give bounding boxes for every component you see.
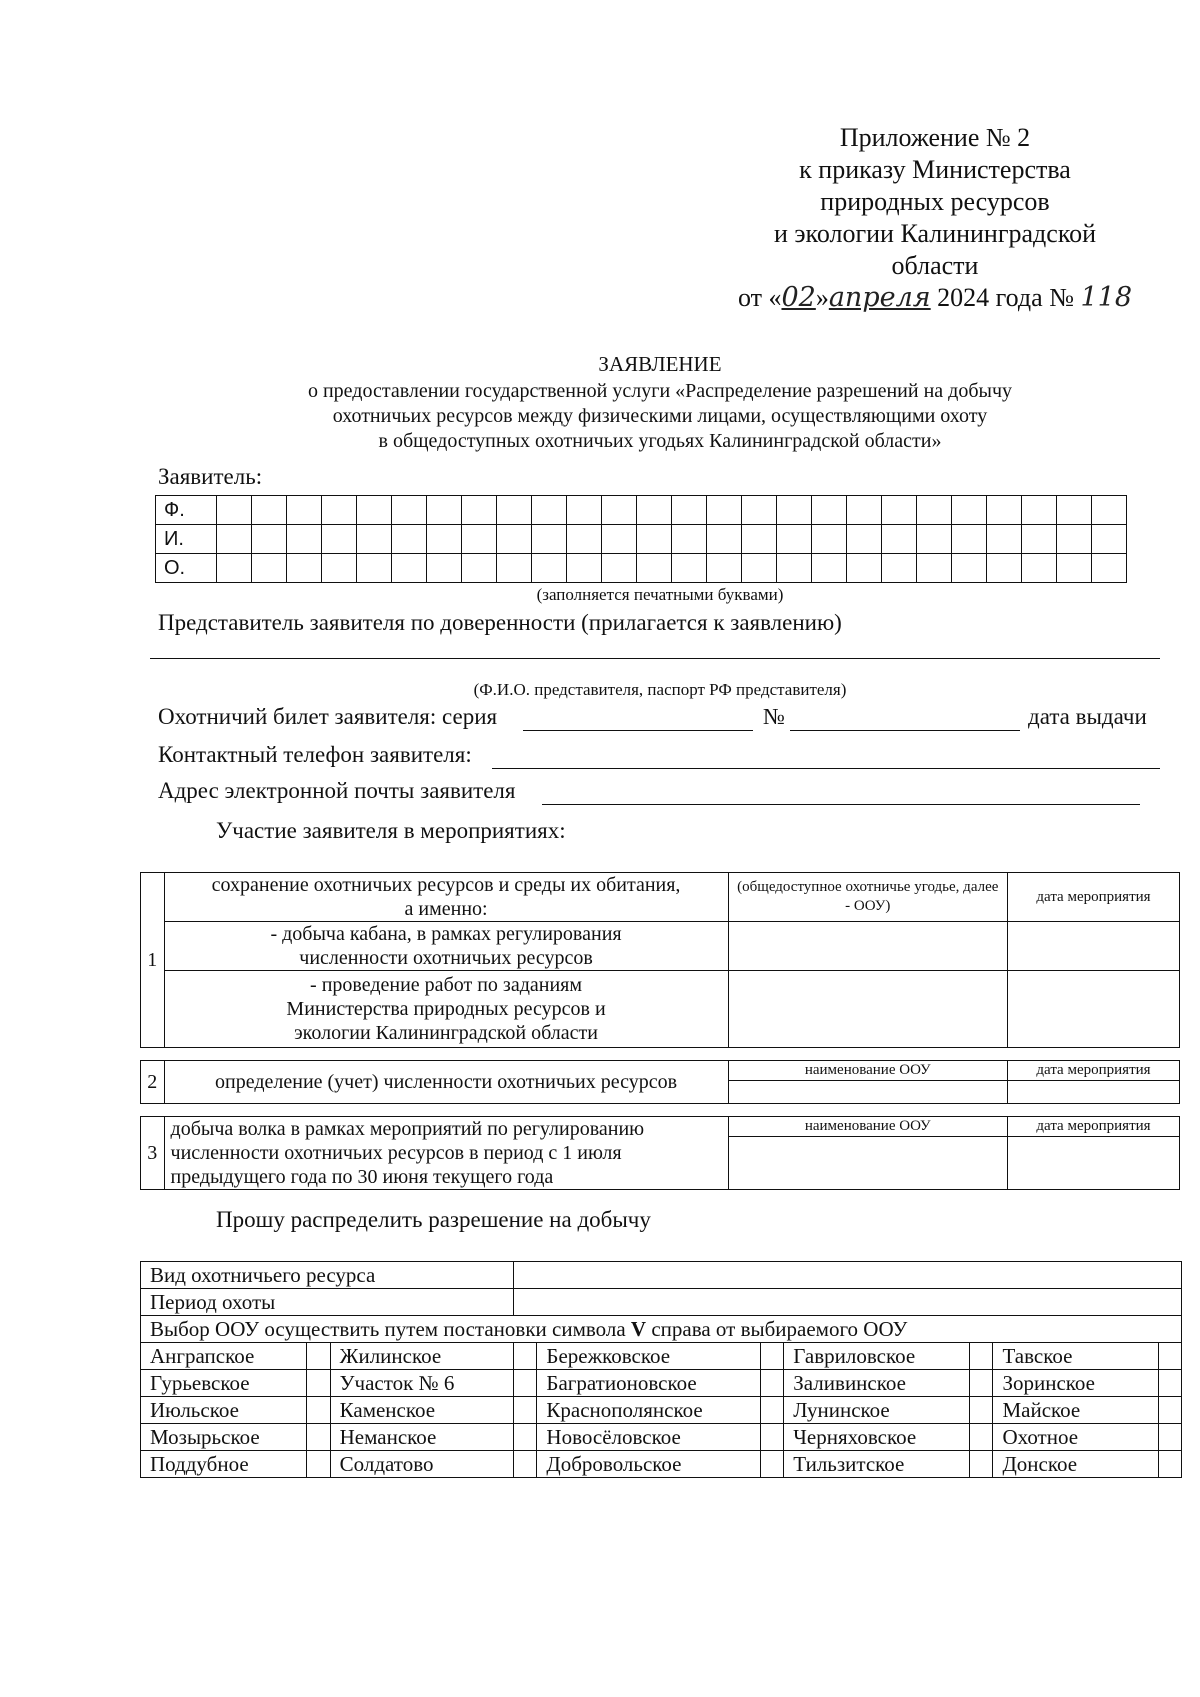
- event-3-text-b: численности охотничьих ресурсов в период с 1 июля: [170, 1142, 622, 1164]
- ground-checkbox-cell[interactable]: [760, 1370, 783, 1397]
- event-3-date-header: дата мероприятия: [1008, 1117, 1180, 1137]
- request-table: [140, 1261, 1182, 1478]
- letter-cell[interactable]: [287, 496, 322, 525]
- email-label: Адрес электронной почты заявителя: [158, 778, 516, 803]
- letter-cell[interactable]: [672, 496, 707, 525]
- ground-checkbox-cell[interactable]: [970, 1370, 993, 1397]
- letter-cell[interactable]: [427, 525, 462, 554]
- ticket-series-field[interactable]: [523, 730, 753, 731]
- ground-name: Неманское: [330, 1424, 513, 1451]
- ground-checkbox-cell[interactable]: [514, 1424, 537, 1451]
- appendix-line: к приказу Министерства: [799, 155, 1071, 184]
- letter-cell[interactable]: [497, 496, 532, 525]
- letter-cell[interactable]: [812, 525, 847, 554]
- letter-cell[interactable]: [742, 496, 777, 525]
- letter-cell[interactable]: [602, 525, 637, 554]
- ground-name: Анграпское: [141, 1343, 307, 1370]
- title-line: охотничьих ресурсов между физическими лицами, осуществляющими охоту: [332, 405, 988, 427]
- ground-name: Солдатово: [330, 1451, 513, 1478]
- event-3-date-cell[interactable]: [1008, 1137, 1180, 1190]
- ground-name: Мозырьское: [141, 1424, 307, 1451]
- letter-cell[interactable]: [497, 525, 532, 554]
- letter-cell[interactable]: [567, 496, 602, 525]
- ground-name: Тавское: [993, 1343, 1158, 1370]
- event-number: 3: [141, 1117, 165, 1190]
- event-1-item-tasks-c: экологии Калининградской области: [294, 1022, 598, 1044]
- letter-cell[interactable]: [357, 554, 392, 583]
- letter-cell[interactable]: [602, 554, 637, 583]
- ground-name: Участок № 6: [330, 1370, 513, 1397]
- event-1-item-tasks: [164, 971, 728, 1048]
- event-1-item-boar-b: численности охотничьих ресурсов: [299, 947, 593, 969]
- date-mid: »: [815, 283, 829, 312]
- representative-hint: (Ф.И.О. представителя, паспорт РФ представителя): [473, 680, 847, 699]
- ticket-number-label: №: [763, 704, 785, 729]
- ground-row: [141, 1451, 1182, 1478]
- letter-cell[interactable]: [637, 525, 672, 554]
- choice-instruction-a: Выбор ООУ осуществить путем постановки символа: [150, 1316, 631, 1341]
- letter-cell[interactable]: [462, 496, 497, 525]
- event-3-ground-header: наименование ООУ: [728, 1117, 1007, 1137]
- letter-cell[interactable]: [1092, 525, 1127, 554]
- letter-cell[interactable]: [427, 496, 462, 525]
- applicant-name-grid: [155, 495, 1127, 583]
- ground-row: [141, 1424, 1182, 1451]
- event-3-table: [140, 1116, 1180, 1190]
- event-2-table: [140, 1060, 1180, 1104]
- letter-cell[interactable]: [987, 496, 1022, 525]
- letter-cell[interactable]: [532, 525, 567, 554]
- ticket-series-label: Охотничий билет заявителя: серия: [158, 704, 498, 729]
- applicant-name-row: [156, 554, 1127, 583]
- ground-name: Тильзитское: [784, 1451, 970, 1478]
- letter-cell[interactable]: [812, 554, 847, 583]
- event-1-boar-ground-cell[interactable]: [728, 922, 1007, 971]
- applicant-name-row: [156, 525, 1127, 554]
- letter-cell[interactable]: [357, 496, 392, 525]
- event-3-ground-cell[interactable]: [728, 1137, 1007, 1190]
- ground-name: Добровольское: [537, 1451, 761, 1478]
- letter-cell[interactable]: [217, 554, 252, 583]
- appendix-line: области: [891, 251, 979, 280]
- ground-name: Майское: [993, 1397, 1158, 1424]
- date-year: 2024 года №: [937, 283, 1074, 312]
- letter-cell[interactable]: [567, 525, 602, 554]
- letter-cell[interactable]: [707, 554, 742, 583]
- letter-cell[interactable]: [987, 554, 1022, 583]
- appendix-line: и экологии Калининградской: [773, 219, 1097, 248]
- representative-field[interactable]: [150, 658, 1160, 659]
- event-2-text: определение (учет) численности охотничьих ресурсов: [164, 1061, 728, 1104]
- letter-cell[interactable]: [1057, 554, 1092, 583]
- representative-label: Представитель заявителя по доверенности (прилагается к заявлению): [158, 610, 842, 635]
- applicant-name-row: [156, 496, 1127, 525]
- phone-field[interactable]: [492, 768, 1160, 769]
- ground-checkbox-cell[interactable]: [514, 1397, 537, 1424]
- event-1-table: [140, 872, 1180, 1048]
- ground-name: Багратионовское: [537, 1370, 761, 1397]
- ground-checkbox-cell[interactable]: [514, 1451, 537, 1478]
- ground-name: Охотное: [993, 1424, 1158, 1451]
- ticket-number-field[interactable]: [790, 730, 1020, 731]
- event-1-boar-date-cell[interactable]: [1008, 922, 1180, 971]
- letter-cell[interactable]: [1022, 525, 1057, 554]
- letter-cell[interactable]: [1022, 554, 1057, 583]
- ground-checkbox-cell[interactable]: [514, 1343, 537, 1370]
- letter-cell[interactable]: [532, 554, 567, 583]
- applicant-row-label: Ф.: [156, 496, 217, 525]
- letter-cell[interactable]: [252, 496, 287, 525]
- ground-checkbox-cell[interactable]: [760, 1397, 783, 1424]
- handwritten-day: 02: [781, 282, 816, 313]
- ground-name: Краснополянское: [537, 1397, 761, 1424]
- letter-cell[interactable]: [847, 525, 882, 554]
- letter-cell[interactable]: [952, 554, 987, 583]
- ground-name: Черняховское: [784, 1424, 970, 1451]
- letter-cell[interactable]: [812, 496, 847, 525]
- event-1-heading-a: сохранение охотничьих ресурсов и среды их обитания,: [211, 874, 681, 896]
- ground-checkbox-cell[interactable]: [514, 1370, 537, 1397]
- letter-cell[interactable]: [987, 525, 1022, 554]
- letter-cell[interactable]: [567, 554, 602, 583]
- letter-cell[interactable]: [1022, 496, 1057, 525]
- letter-cell[interactable]: [497, 554, 532, 583]
- ground-checkbox-cell[interactable]: [1158, 1397, 1181, 1424]
- event-1-item-tasks-a: - проведение работ по заданиям: [310, 974, 583, 996]
- letter-cell[interactable]: [252, 525, 287, 554]
- appendix-line: природных ресурсов: [820, 187, 1050, 216]
- ground-checkbox-cell[interactable]: [307, 1343, 330, 1370]
- letter-cell[interactable]: [392, 496, 427, 525]
- letter-cell[interactable]: [777, 525, 812, 554]
- applicant-label: Заявитель:: [158, 464, 263, 489]
- resource-type-label: Вид охотничьего ресурса: [141, 1262, 514, 1289]
- ground-row: [141, 1370, 1182, 1397]
- letter-cell[interactable]: [672, 525, 707, 554]
- ground-name: Июльское: [141, 1397, 307, 1424]
- ground-name: Лунинское: [784, 1397, 970, 1424]
- applicant-row-label: И.: [156, 525, 217, 554]
- letter-cell[interactable]: [637, 496, 672, 525]
- letter-cell[interactable]: [777, 496, 812, 525]
- ground-checkbox-cell[interactable]: [307, 1451, 330, 1478]
- order-date-line: [700, 282, 1170, 314]
- letter-cell[interactable]: [917, 554, 952, 583]
- ticket-date-label: дата выдачи: [1028, 704, 1147, 729]
- ground-name: Зоринское: [993, 1370, 1158, 1397]
- ground-checkbox-cell[interactable]: [760, 1424, 783, 1451]
- ground-checkbox-cell[interactable]: [307, 1370, 330, 1397]
- appendix-line: Приложение № 2: [839, 123, 1031, 152]
- hunting-period-field[interactable]: [514, 1289, 1182, 1316]
- letter-cell[interactable]: [742, 525, 777, 554]
- event-3-text-c: предыдущего года по 30 июня текущего года: [170, 1166, 554, 1188]
- event-1-heading: [164, 873, 728, 922]
- letter-cell[interactable]: [1092, 554, 1127, 583]
- ground-checkbox-cell[interactable]: [307, 1397, 330, 1424]
- letter-cell[interactable]: [952, 525, 987, 554]
- letter-cell[interactable]: [532, 496, 567, 525]
- letter-cell[interactable]: [322, 525, 357, 554]
- event-2-date-header: дата мероприятия: [1008, 1061, 1180, 1081]
- letter-cell[interactable]: [217, 496, 252, 525]
- date-prefix: от «: [737, 283, 782, 312]
- letter-cell[interactable]: [742, 554, 777, 583]
- ground-checkbox-cell[interactable]: [1158, 1424, 1181, 1451]
- letter-cell[interactable]: [252, 554, 287, 583]
- event-1-item-boar: [164, 922, 728, 971]
- letter-cell[interactable]: [882, 554, 917, 583]
- letter-cell[interactable]: [637, 554, 672, 583]
- ground-name: Каменское: [330, 1397, 513, 1424]
- ground-checkbox-cell[interactable]: [970, 1343, 993, 1370]
- event-1-date-header: дата мероприятия: [1008, 873, 1180, 922]
- handwritten-order-number: 118: [1080, 282, 1133, 313]
- ground-checkbox-cell[interactable]: [970, 1451, 993, 1478]
- event-1-tasks-date-cell[interactable]: [1008, 971, 1180, 1048]
- event-1-tasks-ground-cell[interactable]: [728, 971, 1007, 1048]
- title-line: в общедоступных охотничьих угодьях Калининградской области»: [378, 430, 942, 452]
- letter-cell[interactable]: [322, 496, 357, 525]
- letter-cell[interactable]: [392, 525, 427, 554]
- resource-type-field[interactable]: [514, 1262, 1182, 1289]
- letter-cell[interactable]: [462, 525, 497, 554]
- ground-name: Жилинское: [330, 1343, 513, 1370]
- letter-cell[interactable]: [777, 554, 812, 583]
- handwritten-month: апреля: [828, 282, 931, 313]
- title-line: о предоставлении государственной услуги «Распределение разрешений на добычу: [307, 380, 1013, 402]
- ground-checkbox-cell[interactable]: [1158, 1343, 1181, 1370]
- event-1-heading-b: а именно:: [404, 898, 488, 920]
- ground-name: Гурьевское: [141, 1370, 307, 1397]
- letter-cell[interactable]: [672, 554, 707, 583]
- ground-checkbox-cell[interactable]: [760, 1451, 783, 1478]
- ground-name: Новосёловское: [537, 1424, 761, 1451]
- choice-instruction: [141, 1316, 1182, 1343]
- choice-symbol: V: [630, 1316, 647, 1341]
- letter-cell[interactable]: [847, 554, 882, 583]
- request-label: Прошу распределить разрешение на добычу: [216, 1207, 651, 1232]
- ground-checkbox-cell[interactable]: [1158, 1451, 1181, 1478]
- letter-cell[interactable]: [1057, 496, 1092, 525]
- event-3-text-a: добыча волка в рамках мероприятий по регулированию: [170, 1118, 645, 1140]
- participation-label: Участие заявителя в мероприятиях:: [216, 818, 566, 843]
- letter-cell[interactable]: [882, 525, 917, 554]
- letter-cell[interactable]: [217, 525, 252, 554]
- ground-name: Гавриловское: [784, 1343, 970, 1370]
- event-2-ground-cell[interactable]: [728, 1081, 1007, 1104]
- ground-checkbox-cell[interactable]: [760, 1343, 783, 1370]
- event-2-ground-header: наименование ООУ: [728, 1061, 1007, 1081]
- letter-cell[interactable]: [707, 525, 742, 554]
- letter-cell[interactable]: [602, 496, 637, 525]
- ground-name: Донское: [993, 1451, 1158, 1478]
- title-main: ЗАЯВЛЕНИЕ: [598, 352, 722, 376]
- letter-cell[interactable]: [917, 525, 952, 554]
- letter-cell[interactable]: [882, 496, 917, 525]
- phone-label: Контактный телефон заявителя:: [158, 742, 472, 767]
- appendix-header: [700, 122, 1170, 314]
- event-1-ground-header: (общедоступное охотничье угодье, далее - ООУ): [728, 873, 1007, 922]
- letter-cell[interactable]: [847, 496, 882, 525]
- letter-cell[interactable]: [287, 525, 322, 554]
- choice-instruction-b: справа от выбираемого ООУ: [646, 1316, 908, 1341]
- letter-cell[interactable]: [427, 554, 462, 583]
- event-1-item-boar-a: - добыча кабана, в рамках регулирования: [270, 923, 622, 945]
- hunting-period-label: Период охоты: [141, 1289, 514, 1316]
- ground-name: Поддубное: [141, 1451, 307, 1478]
- letter-cell[interactable]: [462, 554, 497, 583]
- letter-cell[interactable]: [1092, 496, 1127, 525]
- event-2-date-cell[interactable]: [1008, 1081, 1180, 1104]
- email-field[interactable]: [542, 804, 1140, 805]
- document-title: [200, 352, 1120, 454]
- letter-cell[interactable]: [287, 554, 322, 583]
- letter-cell[interactable]: [952, 496, 987, 525]
- ground-checkbox-cell[interactable]: [970, 1424, 993, 1451]
- ground-name: Бережковское: [537, 1343, 761, 1370]
- applicant-hint: (заполняется печатными буквами): [536, 585, 784, 604]
- letter-cell[interactable]: [917, 496, 952, 525]
- event-number: 2: [141, 1061, 165, 1104]
- letter-cell[interactable]: [1057, 525, 1092, 554]
- ground-checkbox-cell[interactable]: [307, 1424, 330, 1451]
- event-1-item-tasks-b: Министерства природных ресурсов и: [286, 998, 606, 1020]
- letter-cell[interactable]: [392, 554, 427, 583]
- ground-row: [141, 1397, 1182, 1424]
- ground-row: [141, 1343, 1182, 1370]
- ground-checkbox-cell[interactable]: [970, 1397, 993, 1424]
- applicant-row-label: О.: [156, 554, 217, 583]
- letter-cell[interactable]: [707, 496, 742, 525]
- ground-checkbox-cell[interactable]: [1158, 1370, 1181, 1397]
- event-3-text: [164, 1117, 728, 1190]
- ground-name: Заливинское: [784, 1370, 970, 1397]
- event-number: 1: [141, 873, 165, 1048]
- letter-cell[interactable]: [357, 525, 392, 554]
- letter-cell[interactable]: [322, 554, 357, 583]
